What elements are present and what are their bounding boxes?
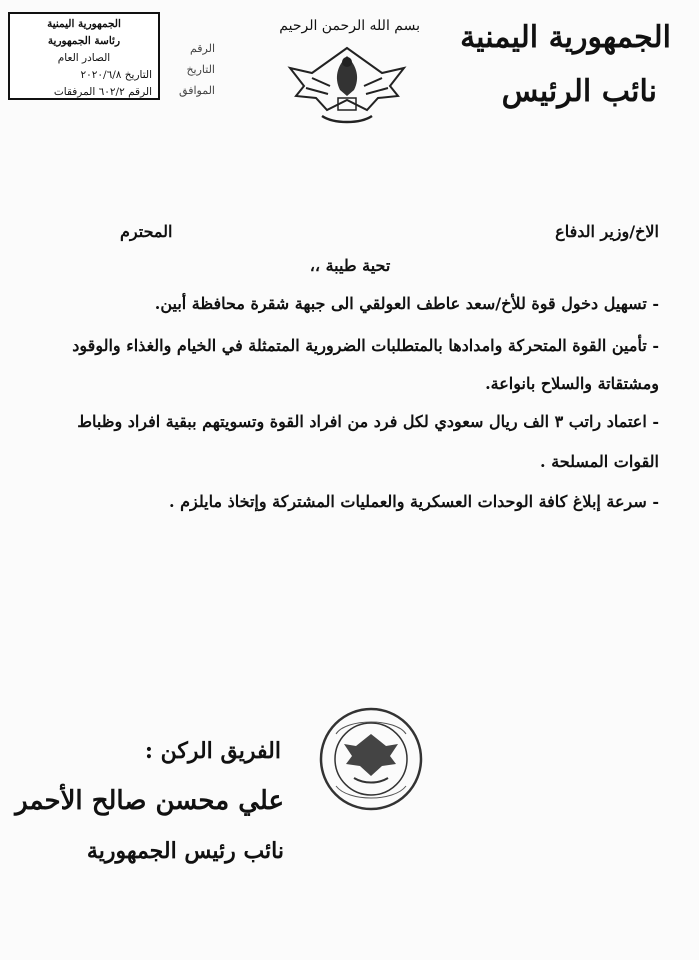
stamp-line-1: الجمهورية اليمنية bbox=[47, 18, 121, 30]
signatory-title: نائب رئيس الجمهورية bbox=[86, 838, 284, 864]
paragraph-3-cont: القوات المسلحة . bbox=[540, 452, 659, 471]
greeting: تحية طيبة ،، bbox=[309, 256, 391, 275]
paragraph-2: - تأمين القوة المتحركة وامدادها بالمتطلبات الضرورية المتمثلة في الخيام والغذاء والوقود bbox=[72, 336, 659, 355]
official-seal-icon bbox=[316, 704, 426, 814]
signatory-rank: الفريق الركن : bbox=[144, 738, 281, 764]
country-heading: الجمهورية اليمنية bbox=[460, 20, 671, 55]
ref-date-label: التاريخ bbox=[186, 63, 215, 76]
paragraph-1: - تسهيل دخول قوة للأخ/سعد عاطف العولقي الى جبهة شقرة محافظة أبين. bbox=[154, 294, 659, 313]
ref-corresponding-label: الموافق bbox=[179, 84, 215, 97]
signatory-name: علي محسن صالح الأحمر bbox=[15, 786, 284, 816]
paragraph-2-cont: ومشتقاتة والسلاح بانواعة. bbox=[485, 374, 659, 393]
paragraph-4: - سرعة إبلاغ كافة الوحدات العسكرية والعمليات المشتركة وإتخاذ مايلزم . bbox=[168, 492, 659, 511]
basmala: بسم الله الرحمن الرحيم bbox=[279, 18, 420, 34]
office-heading: نائب الرئيس bbox=[501, 74, 657, 109]
registration-stamp bbox=[8, 12, 160, 100]
stamp-line-4: التاريخ ٢٠٢٠/٦/٨ bbox=[80, 69, 152, 81]
addressee: الاخ/وزير الدفاع bbox=[555, 222, 659, 241]
stamp-line-2: رئاسة الجمهورية bbox=[47, 35, 121, 47]
stamp-line-5: الرقم ٦٠٢/٢ المرفقات bbox=[53, 86, 152, 98]
paragraph-3: - اعتماد راتب ٣ الف ريال سعودي لكل فرد من افراد القوة وتسويتهم ببقية افراد وظباط bbox=[77, 412, 659, 431]
honorific: المحترم bbox=[120, 222, 173, 241]
stamp-line-3: الصادر العام bbox=[57, 52, 111, 64]
national-emblem-icon bbox=[282, 38, 412, 130]
reference-labels bbox=[160, 38, 215, 101]
ref-number-label: الرقم bbox=[189, 42, 215, 55]
